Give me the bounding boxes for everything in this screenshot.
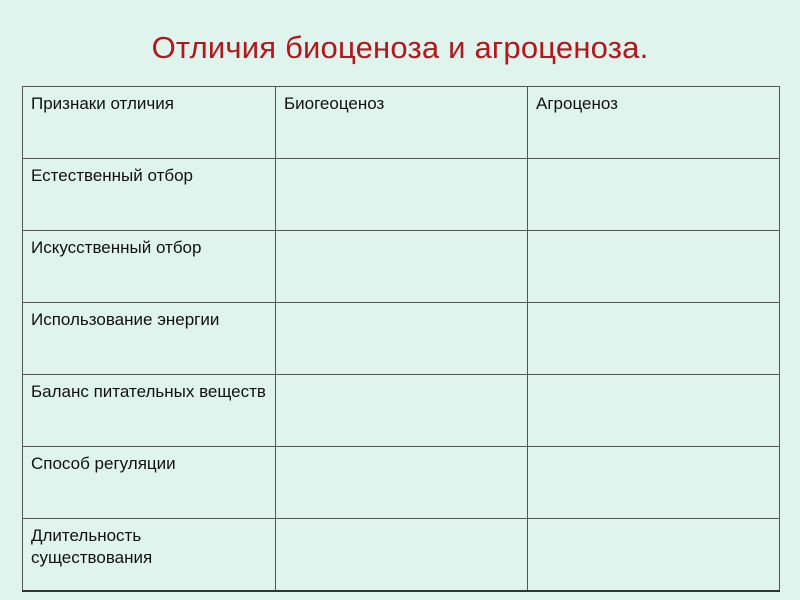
agrocenosis-cell [528,231,780,303]
row-label-cell: Естественный отбор [23,159,276,231]
agrocenosis-cell [528,375,780,447]
header-cell-criteria: Признаки отличия [23,87,276,159]
biogeocenosis-cell [276,303,528,375]
header-cell-agrocenosis: Агроценоз [528,87,780,159]
row-label-cell: Длительность существования [23,519,276,592]
row-label-cell: Использование энергии [23,303,276,375]
agrocenosis-cell [528,519,780,592]
agrocenosis-cell [528,159,780,231]
biogeocenosis-cell [276,375,528,447]
table-row [23,159,780,231]
row-label-cell: Способ регуляции [23,447,276,519]
biogeocenosis-cell [276,519,528,592]
table-row [23,231,780,303]
table-row [23,375,780,447]
row-label-cell: Баланс питательных веществ [23,375,276,447]
agrocenosis-cell [528,303,780,375]
table-header-row [23,87,780,159]
slide-title: Отличия биоценоза и агроценоза. [151,30,649,65]
header-cell-biogeocenosis: Биогеоценоз [276,87,528,159]
comparison-table [22,86,780,592]
agrocenosis-cell [528,447,780,519]
biogeocenosis-cell [276,159,528,231]
table-row [23,447,780,519]
table-row [23,303,780,375]
biogeocenosis-cell [276,447,528,519]
table-row [23,519,780,592]
biogeocenosis-cell [276,231,528,303]
row-label-cell: Искусственный отбор [23,231,276,303]
